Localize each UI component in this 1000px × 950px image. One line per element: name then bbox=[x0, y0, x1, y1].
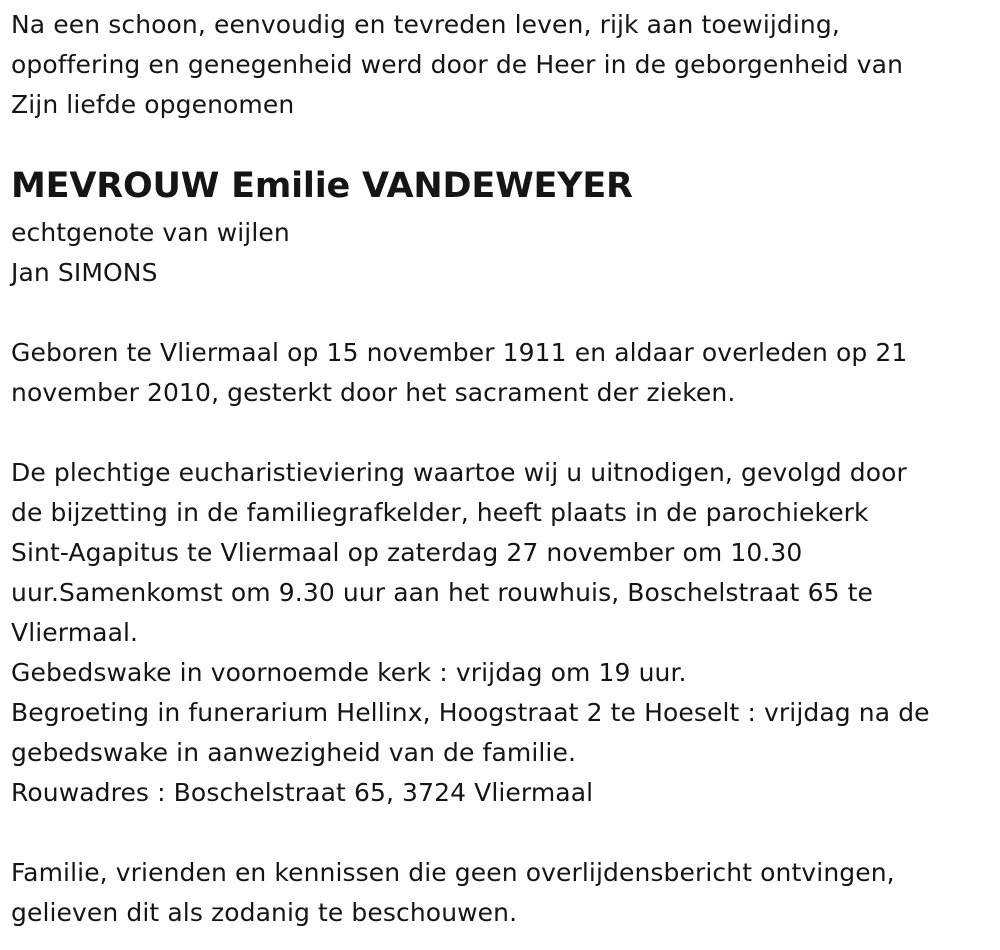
ceremony-line: Sint-Agapitus te Vliermaal op zaterdag 27 november om 10.30 bbox=[11, 538, 803, 567]
closing-line: gelieven dit als zodanig te beschouwen. bbox=[11, 898, 518, 927]
deceased-name-heading: MEVROUW Emilie VANDEWEYER bbox=[11, 166, 633, 206]
relation-paragraph bbox=[11, 213, 290, 293]
vigil-line: Gebedswake in voornoemde kerk : vrijdag om 19 uur. bbox=[11, 658, 687, 687]
ceremony-paragraph bbox=[11, 453, 930, 813]
closing-paragraph bbox=[11, 853, 895, 933]
greeting-line: gebedswake in aanwezigheid van de familie. bbox=[11, 738, 576, 767]
birth-death-line: november 2010, gesterkt door het sacrament der zieken. bbox=[11, 378, 736, 407]
intro-line: opoffering en genegenheid werd door de Heer in de geborgenheid van bbox=[11, 50, 904, 79]
ceremony-line: uur.Samenkomst om 9.30 uur aan het rouwhuis, Boschelstraat 65 te bbox=[11, 578, 874, 607]
birth-death-paragraph bbox=[11, 333, 907, 413]
intro-paragraph bbox=[11, 5, 903, 125]
closing-line: Familie, vrienden en kennissen die geen overlijdensbericht ontvingen, bbox=[11, 858, 895, 887]
birth-death-line: Geboren te Vliermaal op 15 november 1911 en aldaar overleden op 21 bbox=[11, 338, 908, 367]
intro-line: Zijn liefde opgenomen bbox=[11, 90, 295, 119]
ceremony-line: Vliermaal. bbox=[11, 618, 139, 647]
spouse-name: Jan SIMONS bbox=[11, 258, 158, 287]
ceremony-line: de bijzetting in de familiegrafkelder, heeft plaats in de parochiekerk bbox=[11, 498, 869, 527]
intro-line: Na een schoon, eenvoudig en tevreden leven, rijk aan toewijding, bbox=[11, 10, 840, 39]
mourning-address-line: Rouwadres : Boschelstraat 65, 3724 Vliermaal bbox=[11, 778, 594, 807]
greeting-line: Begroeting in funerarium Hellinx, Hoogstraat 2 te Hoeselt : vrijdag na de bbox=[11, 698, 930, 727]
relation-line: echtgenote van wijlen bbox=[11, 218, 290, 247]
ceremony-line: De plechtige eucharistieviering waartoe wij u uitnodigen, gevolgd door bbox=[11, 458, 907, 487]
